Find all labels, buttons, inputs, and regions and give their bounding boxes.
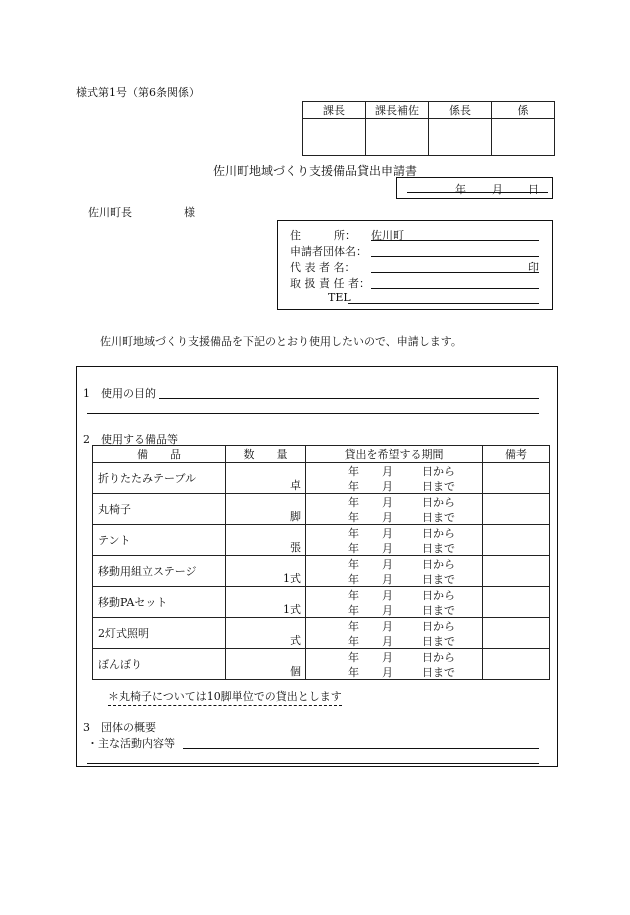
item-name: ぼんぼり (93, 649, 226, 680)
period-month: 月 (382, 572, 393, 586)
period-from-row (306, 494, 482, 509)
approval-stamp-table (302, 101, 555, 156)
stamp-header: 係 (492, 102, 555, 119)
date-day: 日 (528, 183, 539, 196)
application-body (76, 366, 558, 767)
period-year: 年 (348, 541, 359, 555)
period-year: 年 (348, 650, 359, 664)
col-header-qty: 数 量 (226, 446, 306, 463)
form-number: 様式第1号（第6条関係） (76, 86, 200, 99)
item-qty-cell[interactable] (226, 618, 306, 649)
period-year: 年 (348, 526, 359, 540)
period-until-row (306, 540, 482, 555)
representative-field[interactable] (371, 272, 539, 273)
stamp-header: 係長 (429, 102, 492, 119)
period-from: 日から (422, 495, 455, 509)
period-until: 日まで (422, 572, 455, 586)
item-note-cell[interactable] (483, 587, 550, 618)
period-until-row (306, 664, 482, 679)
table-row (93, 618, 550, 649)
period-year: 年 (348, 495, 359, 509)
table-row (93, 463, 550, 494)
date-box[interactable] (396, 177, 553, 199)
period-month: 月 (382, 650, 393, 664)
stamp-header: 課長 (303, 102, 366, 119)
item-period-cell[interactable] (306, 618, 483, 649)
item-note-cell[interactable] (483, 618, 550, 649)
tel-label: TEL (328, 291, 351, 304)
intro-text: 佐川町地域づくり支援備品を下記のとおり使用したいので、申請します。 (100, 335, 462, 348)
item-unit: 卓 (290, 479, 301, 492)
table-row (93, 587, 550, 618)
addressee-suffix: 様 (184, 206, 195, 219)
period-year: 年 (348, 665, 359, 679)
period-year: 年 (348, 510, 359, 524)
item-qty-cell[interactable] (226, 649, 306, 680)
table-row (93, 494, 550, 525)
period-month: 月 (382, 464, 393, 478)
section-group-overview: 3 団体の概要 (83, 721, 156, 734)
item-unit: 1式 (283, 603, 301, 616)
item-period-cell[interactable] (306, 525, 483, 556)
activity-field-2[interactable] (87, 763, 539, 764)
period-until: 日まで (422, 541, 455, 555)
item-period-cell[interactable] (306, 494, 483, 525)
section-purpose: 1 使用の目的 (83, 387, 156, 400)
period-year: 年 (348, 603, 359, 617)
item-name: 折りたたみテーブル (93, 463, 226, 494)
period-month: 月 (382, 634, 393, 648)
address-value: 佐川町 (371, 229, 404, 242)
item-note-cell[interactable] (483, 494, 550, 525)
period-from-row (306, 556, 482, 571)
period-month: 月 (382, 603, 393, 617)
activity-label: ・主な活動内容等 (87, 737, 175, 750)
period-until-row (306, 509, 482, 524)
period-until: 日まで (422, 665, 455, 679)
table-row (93, 649, 550, 680)
purpose-field-2[interactable] (87, 413, 539, 414)
item-qty-cell[interactable] (226, 525, 306, 556)
group-field[interactable] (371, 256, 539, 257)
rental-note: ＊丸椅子については10脚単位での貸出とします (108, 688, 342, 706)
col-header-period: 貸出を希望する期間 (306, 446, 483, 463)
stamp-cell[interactable] (492, 119, 555, 156)
period-from-row (306, 525, 482, 540)
period-until: 日まで (422, 479, 455, 493)
col-header-item: 備 品 (93, 446, 226, 463)
table-row (93, 556, 550, 587)
period-from: 日から (422, 619, 455, 633)
period-year: 年 (348, 634, 359, 648)
item-unit: 個 (290, 665, 301, 678)
item-unit: 1式 (283, 572, 301, 585)
item-period-cell[interactable] (306, 649, 483, 680)
period-from-row (306, 463, 482, 478)
address-field[interactable] (371, 240, 539, 241)
stamp-cell[interactable] (303, 119, 366, 156)
period-from: 日から (422, 526, 455, 540)
period-year: 年 (348, 572, 359, 586)
date-year: 年 (455, 183, 466, 196)
period-from: 日から (422, 557, 455, 571)
stamp-cell[interactable] (429, 119, 492, 156)
period-until-row (306, 478, 482, 493)
item-qty-cell[interactable] (226, 463, 306, 494)
period-until: 日まで (422, 510, 455, 524)
item-period-cell[interactable] (306, 556, 483, 587)
item-note-cell[interactable] (483, 556, 550, 587)
period-from: 日から (422, 650, 455, 664)
period-until-row (306, 633, 482, 648)
period-until-row (306, 602, 482, 617)
period-month: 月 (382, 495, 393, 509)
item-name: 移動用組立ステージ (93, 556, 226, 587)
item-period-cell[interactable] (306, 587, 483, 618)
seal-mark: 印 (528, 261, 539, 274)
item-qty-cell[interactable] (226, 587, 306, 618)
section-equipment: 2 使用する備品等 (83, 433, 178, 446)
item-note-cell[interactable] (483, 525, 550, 556)
period-until: 日まで (422, 634, 455, 648)
period-from-row (306, 587, 482, 602)
item-note-cell[interactable] (483, 649, 550, 680)
period-month: 月 (382, 526, 393, 540)
period-from-row (306, 618, 482, 633)
period-year: 年 (348, 619, 359, 633)
stamp-header: 課長補佐 (366, 102, 429, 119)
item-name: テント (93, 525, 226, 556)
item-name: 2灯式照明 (93, 618, 226, 649)
item-unit: 式 (290, 634, 301, 647)
activity-field-1[interactable] (183, 748, 539, 749)
item-note-cell[interactable] (483, 463, 550, 494)
address-label: 住 所： (290, 229, 356, 242)
item-name: 移動PAセット (93, 587, 226, 618)
table-row (93, 525, 550, 556)
tel-field[interactable] (348, 303, 539, 304)
period-year: 年 (348, 557, 359, 571)
date-underline (407, 192, 548, 193)
manager-field[interactable] (371, 288, 539, 289)
equipment-table (92, 445, 550, 680)
period-until-row (306, 571, 482, 586)
addressee: 佐川町長 (88, 206, 132, 219)
group-label: 申請者団体名： (290, 245, 367, 258)
item-name: 丸椅子 (93, 494, 226, 525)
item-unit: 脚 (290, 510, 301, 523)
representative-label: 代 表 者 名： (290, 261, 356, 274)
stamp-cell[interactable] (366, 119, 429, 156)
item-qty-cell[interactable] (226, 556, 306, 587)
period-month: 月 (382, 588, 393, 602)
period-year: 年 (348, 588, 359, 602)
period-from: 日から (422, 464, 455, 478)
purpose-field-1[interactable] (159, 398, 539, 399)
period-from: 日から (422, 588, 455, 602)
page-title: 佐川町地域づくり支援備品貸出申請書 (212, 164, 417, 178)
period-until: 日まで (422, 603, 455, 617)
period-year: 年 (348, 464, 359, 478)
manager-label: 取 扱 責 任 者： (290, 277, 370, 290)
item-unit: 張 (290, 541, 301, 554)
period-year: 年 (348, 479, 359, 493)
col-header-note: 備考 (483, 446, 550, 463)
period-month: 月 (382, 541, 393, 555)
applicant-box (277, 220, 553, 310)
period-from-row (306, 649, 482, 664)
item-qty-cell[interactable] (226, 494, 306, 525)
period-month: 月 (382, 479, 393, 493)
date-month: 月 (492, 183, 503, 196)
item-period-cell[interactable] (306, 463, 483, 494)
period-month: 月 (382, 665, 393, 679)
period-month: 月 (382, 557, 393, 571)
period-month: 月 (382, 619, 393, 633)
period-month: 月 (382, 510, 393, 524)
